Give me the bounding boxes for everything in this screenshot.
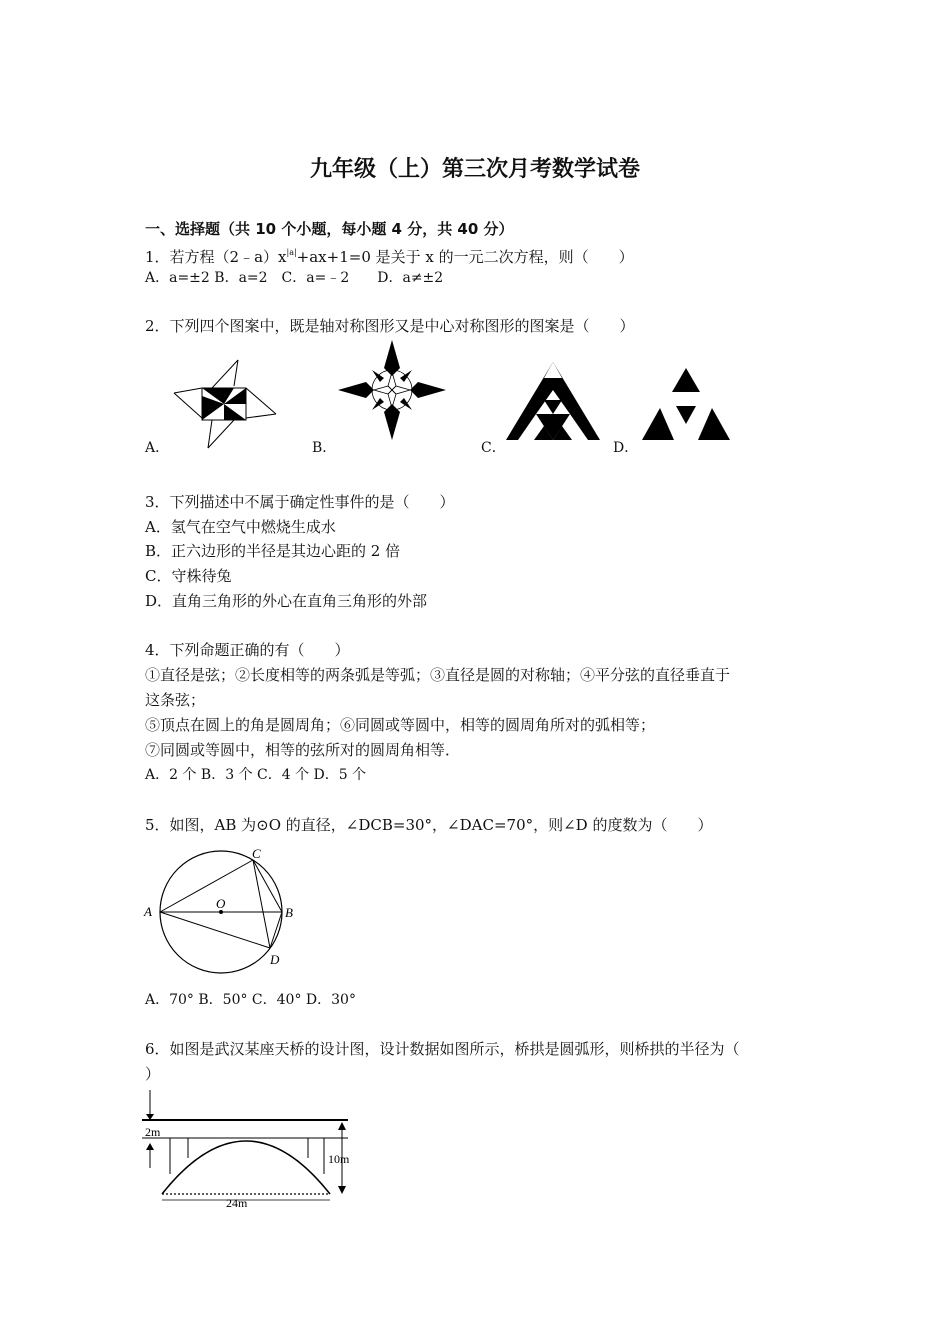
question-3: 3．下列描述中不属于确定性事件的是（ ） — [145, 493, 455, 511]
point-o-label: O — [216, 896, 226, 911]
q1-stem-b: +ax+1=0 是关于 x 的一元二次方程，则（ ） — [296, 248, 634, 266]
triangle-figure-c — [504, 360, 602, 442]
q3-option-c: C．守株待兔 — [145, 567, 232, 585]
q3-option-b: B．正六边形的半径是其边心距的 2 倍 — [145, 542, 401, 560]
q5-options: A．70° B．50° C．40° D．30° — [145, 992, 356, 1008]
three-triangles-figure-d — [640, 366, 732, 444]
q4-line-4: ⑦同圆或等圆中，相等的弦所对的圆周角相等． — [145, 741, 461, 759]
question-5: 5．如图，AB 为⊙O 的直径，∠DCB=30°，∠DAC=70°，则∠D 的度数为（ ） — [145, 816, 713, 834]
bridge-diagram — [138, 1088, 363, 1210]
q1-stem-a: 1．若方程（2﹣a）x — [145, 248, 287, 266]
q4-line-2: 这条弦； — [145, 691, 206, 709]
dim-height-label: 10m — [328, 1152, 350, 1166]
section-heading: 一、选择题（共 10 个小题，每小题 4 分，共 40 分） — [145, 220, 514, 238]
q2-label-d: D． — [613, 440, 639, 456]
page-title: 九年级（上）第三次月考数学试卷 — [309, 157, 640, 182]
compass-star-figure-b — [336, 338, 448, 442]
point-d-label: D — [270, 952, 280, 967]
q2-label-c: C． — [481, 440, 506, 456]
question-2: 2．下列四个图案中，既是轴对称图形又是中心对称图形的图案是（ ） — [145, 317, 635, 335]
pinwheel-figure-a — [172, 358, 280, 450]
dim-top-label: 2m — [145, 1125, 161, 1139]
q4-line-3: ⑤顶点在圆上的角是圆周角；⑥同圆或等圆中，相等的圆周角所对的弧相等； — [145, 716, 656, 734]
dim-span-label: 24m — [226, 1196, 248, 1210]
point-b-label: B — [285, 905, 293, 920]
q4-line-1: ①直径是弦；②长度相等的两条弧是等弧；③直径是圆的对称轴；④平分弦的直径垂直于 — [145, 666, 731, 684]
q3-option-d: D．直角三角形的外心在直角三角形的外部 — [145, 592, 428, 610]
question-4: 4．下列命题正确的有（ ） — [145, 641, 350, 659]
point-a-label: A — [144, 904, 152, 919]
circle-diagram — [140, 842, 310, 982]
q2-label-a: A． — [145, 440, 170, 456]
q4-options: A．2 个 B．3 个 C．4 个 D．5 个 — [145, 767, 367, 783]
point-c-label: C — [252, 846, 261, 861]
question-1 — [145, 243, 634, 267]
question-6-cont: ） — [145, 1065, 161, 1083]
q3-option-a: A．氢气在空气中燃烧生成水 — [145, 518, 336, 536]
q1-exponent: |a| — [286, 248, 297, 257]
q2-label-b: B． — [312, 440, 337, 456]
q1-options: A．a=±2 B．a=2 C．a=﹣2 D．a≠±2 — [145, 270, 444, 286]
question-6: 6．如图是武汉某座天桥的设计图，设计数据如图所示，桥拱是圆弧形，则桥拱的半径为（ — [145, 1040, 740, 1058]
